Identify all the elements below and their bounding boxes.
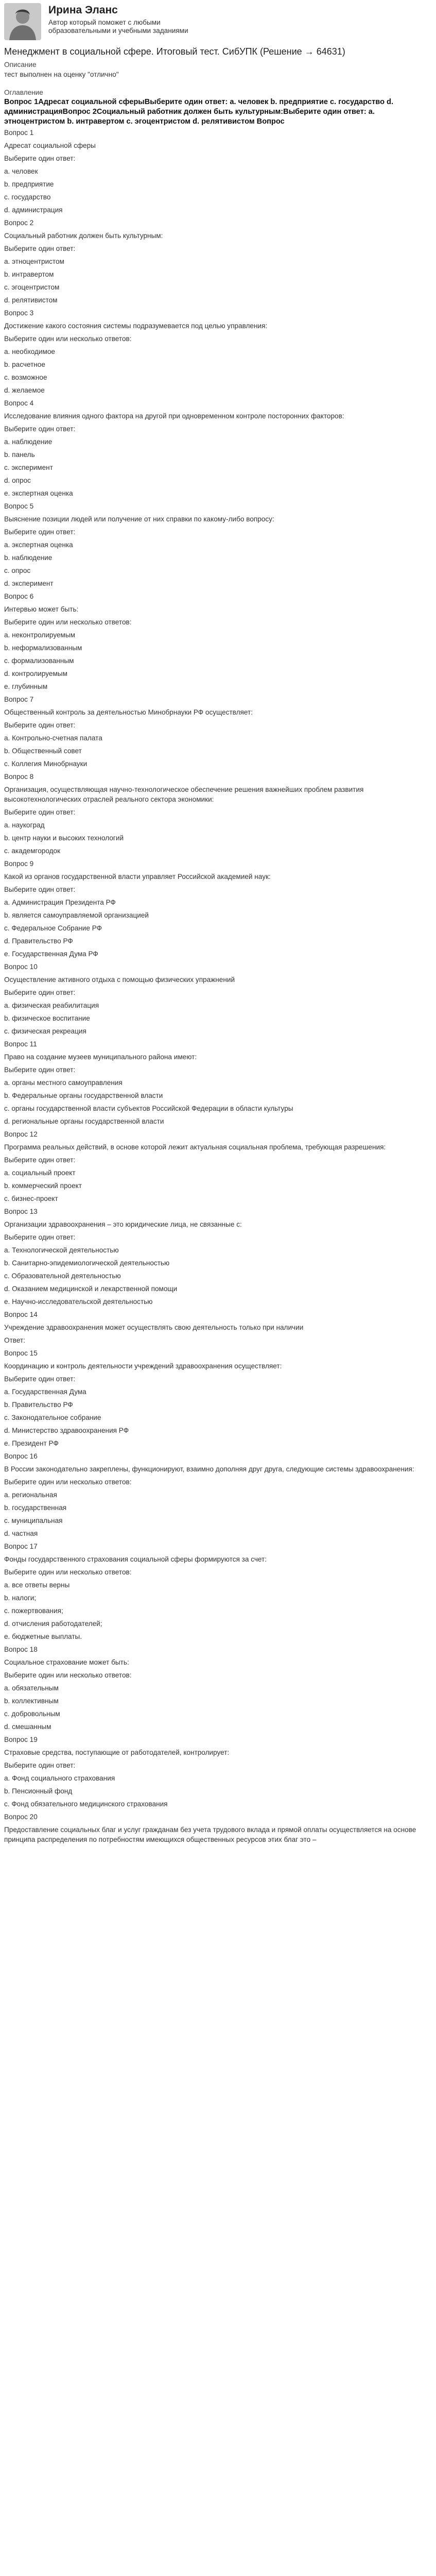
question-number: Вопрос 2 [4,219,34,227]
answer-option: b. налоги; [4,1594,37,1602]
question-number: Вопрос 3 [4,309,34,317]
answer-option: e. Государственная Дума РФ [4,950,98,958]
answer-option: b. предприятие [4,180,54,188]
answer-instruction: Выберите один ответ: [4,1066,76,1074]
question-number: Вопрос 5 [4,502,34,510]
author-card [4,3,424,46]
question-text: Программа реальных действий, в основе которой лежит актуальная социальная проблема, требующая разрешения: [4,1143,386,1151]
question-number: Вопрос 13 [4,1208,38,1215]
question-number: Вопрос 7 [4,696,34,703]
question-text: Фонды государственного страхования социальной сферы формируются за счет: [4,1555,267,1563]
description-label: Описание [4,61,37,69]
answer-option: b. государственная [4,1504,67,1512]
answer-option: b. расчетное [4,361,45,368]
question-text: Осуществление активного отдыха с помощью физических упражнений [4,976,235,984]
answer-instruction: Выберите один ответ: [4,245,76,252]
answer-option: a. обязательным [4,1684,59,1692]
question-number: Вопрос 9 [4,860,34,868]
description-text: тест выполнен на оценку "отлично" [4,71,119,78]
answer-option: c. Фонд обязательного медицинского страхования [4,1800,168,1808]
question-text: Выяснение позиции людей или получение от них справки по какому-либо вопросу: [4,515,274,523]
question-number: Вопрос 17 [4,1543,38,1550]
answer-instruction: Выберите один ответ: [4,528,76,536]
answer-option: a. экспертная оценка [4,541,73,549]
answer-instruction: Выберите один ответ: [4,1375,76,1383]
answer-instruction: Выберите один или несколько ответов: [4,1478,132,1486]
question-number: Вопрос 14 [4,1311,38,1318]
answer-option: d. Оказанием медицинской и лекарственной помощи [4,1285,178,1293]
question-text: Исследование влияния одного фактора на другой при одновременном контроле посторонних факторов: [4,412,344,420]
answer-option: b. наблюдение [4,554,53,562]
answer-option: a. все ответы верны [4,1581,70,1589]
question-number: Вопрос 19 [4,1736,38,1743]
answer-option: c. муниципальная [4,1517,63,1524]
answer-option: a. неконтролируемым [4,631,75,639]
answer-option: e. Президент РФ [4,1439,59,1447]
answer-instruction: Выберите один ответ: [4,989,76,996]
question-text: Предоставление социальных благ и услуг гражданам без учета трудового вклада и прямой оплаты осуществляется на основе принципа распределения по потребностям имеющихся общественных ресурсов этих благ это – [4,1826,416,1843]
question-number: Вопрос 20 [4,1813,38,1821]
question-number: Вопрос 8 [4,773,34,781]
answer-option: c. органы государственной власти субъектов Российской Федерации в области культуры [4,1105,293,1112]
answer-option: d. администрация [4,206,63,214]
answer-option: a. региональная [4,1491,57,1499]
question-text: Адресат социальной сферы [4,142,96,149]
answer-option: a. человек [4,167,38,175]
answer-option: d. Правительство РФ [4,937,73,945]
answer-option: c. академгородок [4,847,61,855]
answer-option: c. опрос [4,567,31,574]
question-number: Вопрос 15 [4,1349,38,1357]
question-number: Вопрос 16 [4,1452,38,1460]
question-number: Вопрос 12 [4,1130,38,1138]
avatar-photo-icon [4,3,41,40]
answer-option: b. Общественный совет [4,747,82,755]
answer-option: c. Законодательное собрание [4,1414,101,1421]
answer-option: b. коммерческий проект [4,1182,82,1190]
answer-option: e. экспертная оценка [4,489,73,497]
author-avatar[interactable] [4,3,41,40]
document-title: Менеджмент в социальной сфере. Итоговый тест. СибУПК (Решение → 64631) [4,46,345,57]
question-text: Организация, осуществляющая научно-технологическое обеспечение решения важнейших проблем развития высокотехнологических отраслей реального сектора экономики: [4,786,364,803]
answer-instruction: Выберите один ответ: [4,155,76,162]
answer-option: b. Пенсионный фонд [4,1787,73,1795]
answer-option: c. бизнес-проект [4,1195,58,1202]
answer-option: d. региональные органы государственной власти [4,1117,164,1125]
question-number: Вопрос 10 [4,963,38,971]
answer-option: a. Технологической деятельностью [4,1246,119,1254]
answer-option: a. органы местного самоуправления [4,1079,123,1087]
answer-option: b. интравертом [4,270,54,278]
answer-instruction: Выберите один ответ: [4,1761,76,1769]
answer-option: d. желаемое [4,386,45,394]
answer-option: d. контролируемым [4,670,67,677]
answer-option: a. социальный проект [4,1169,76,1177]
answer-option: e. бюджетные выплаты. [4,1633,82,1640]
answer-option: b. является самоуправляемой организацией [4,911,149,919]
answer-option: a. Государственная Дума [4,1388,86,1396]
question-text: Координацию и контроль деятельности учреждений здравоохранения осуществляет: [4,1362,282,1370]
question-text: Учреждение здравоохранения может осуществлять свою деятельность только при наличии [4,1324,304,1331]
question-text: Социальное страхование может быть: [4,1658,129,1666]
answer-option: c. эксперимент [4,464,53,471]
answer-option: a. наблюдение [4,438,53,446]
answer-option: a. этноцентристом [4,258,64,265]
answer-instruction: Выберите один или несколько ответов: [4,618,132,626]
answer-instruction: Ответ: [4,1336,25,1344]
answer-option: e. глубинным [4,683,48,690]
answer-instruction: Выберите один ответ: [4,1233,76,1241]
author-name[interactable]: Ирина Эланс [48,4,118,16]
question-text: Право на создание музеев муниципального района имеют: [4,1053,197,1061]
answer-instruction: Выберите один или несколько ответов: [4,335,132,343]
author-description: Автор который поможет с любыми образовательными и учебными заданиями [48,19,188,35]
question-text: Социальный работник должен быть культурным: [4,232,163,240]
answer-instruction: Выберите один ответ: [4,1156,76,1164]
answer-instruction: Выберите один или несколько ответов: [4,1671,132,1679]
answer-option: a. Администрация Президента РФ [4,899,116,906]
question-text: Организации здравоохранения – это юридические лица, не связанные с: [4,1221,242,1228]
question-number: Вопрос 18 [4,1646,38,1653]
answer-option: e. Научно-исследовательской деятельностью [4,1298,153,1306]
answer-option: b. коллективным [4,1697,59,1705]
answer-instruction: Выберите один ответ: [4,425,76,433]
answer-option: b. Санитарно-эпидемиологической деятельностью [4,1259,170,1267]
answer-option: b. Правительство РФ [4,1401,73,1409]
question-number: Вопрос 1 [4,129,34,137]
answer-option: d. эксперимент [4,580,54,587]
question-text: Общественный контроль за деятельностью Минобрнауки РФ осуществляет: [4,708,253,716]
answer-instruction: Выберите один ответ: [4,886,76,893]
answer-option: b. центр науки и высоких технологий [4,834,124,842]
question-number: Вопрос 6 [4,592,34,600]
answer-option: a. Фонд социального страхования [4,1774,115,1782]
question-number: Вопрос 11 [4,1040,37,1048]
answer-option: d. Министерство здравоохранения РФ [4,1427,129,1434]
toc-text: Вопрос 1Адресат социальной сферыВыберите один ответ: a. человек b. предприятие c. государство d. администрацияВопрос 2Социальный работник должен быть культурным:Выберите один ответ: a. этноцентристом b. интравертом c. эгоцентристом d. релятивистом Вопрос [4,98,394,126]
answer-option: c. добровольным [4,1710,60,1718]
answer-option: a. физическая реабилитация [4,1002,99,1009]
author-info [48,3,198,35]
toc-label: Оглавление [4,89,43,96]
answer-option: a. Контрольно-счетная палата [4,734,102,742]
question-number: Вопрос 4 [4,399,34,407]
answer-instruction: Выберите один ответ: [4,808,76,816]
answer-option: b. Федеральные органы государственной власти [4,1092,163,1099]
answer-option: b. панель [4,451,35,459]
answer-instruction: Выберите один ответ: [4,721,76,729]
answer-option: c. Образовательной деятельностью [4,1272,121,1280]
answer-option: c. физическая рекреация [4,1027,86,1035]
answer-option: c. эгоцентристом [4,283,60,291]
question-text: В России законодательно закреплены, функционируют, взаимно дополняя друг друга, следующие системы здравоохранения: [4,1465,414,1473]
answer-option: a. наукоград [4,821,45,829]
answer-option: d. отчисления работодателей; [4,1620,102,1628]
answer-option: d. опрос [4,477,31,484]
document-content [4,127,424,1846]
question-text: Какой из органов государственной власти управляет Российской академией наук: [4,873,271,880]
question-text: Достижение какого состояния системы подразумевается под целью управления: [4,322,268,330]
answer-option: c. формализованным [4,657,74,665]
answer-option: d. частная [4,1530,38,1537]
answer-option: c. государство [4,193,51,201]
answer-instruction: Выберите один или несколько ответов: [4,1568,132,1576]
answer-option: d. смешанным [4,1723,51,1731]
answer-option: d. релятивистом [4,296,58,304]
question-text: Страховые средства, поступающие от работодателей, контролирует: [4,1749,230,1756]
answer-option: c. возможное [4,374,47,381]
answer-option: b. неформализованным [4,644,82,652]
answer-option: c. Федеральное Собрание РФ [4,924,102,932]
answer-option: c. пожертвования; [4,1607,63,1615]
question-text: Интервью может быть: [4,605,79,613]
answer-option: a. необходимое [4,348,55,355]
answer-option: b. физическое воспитание [4,1014,90,1022]
answer-option: c. Коллегия Минобрнауки [4,760,88,768]
